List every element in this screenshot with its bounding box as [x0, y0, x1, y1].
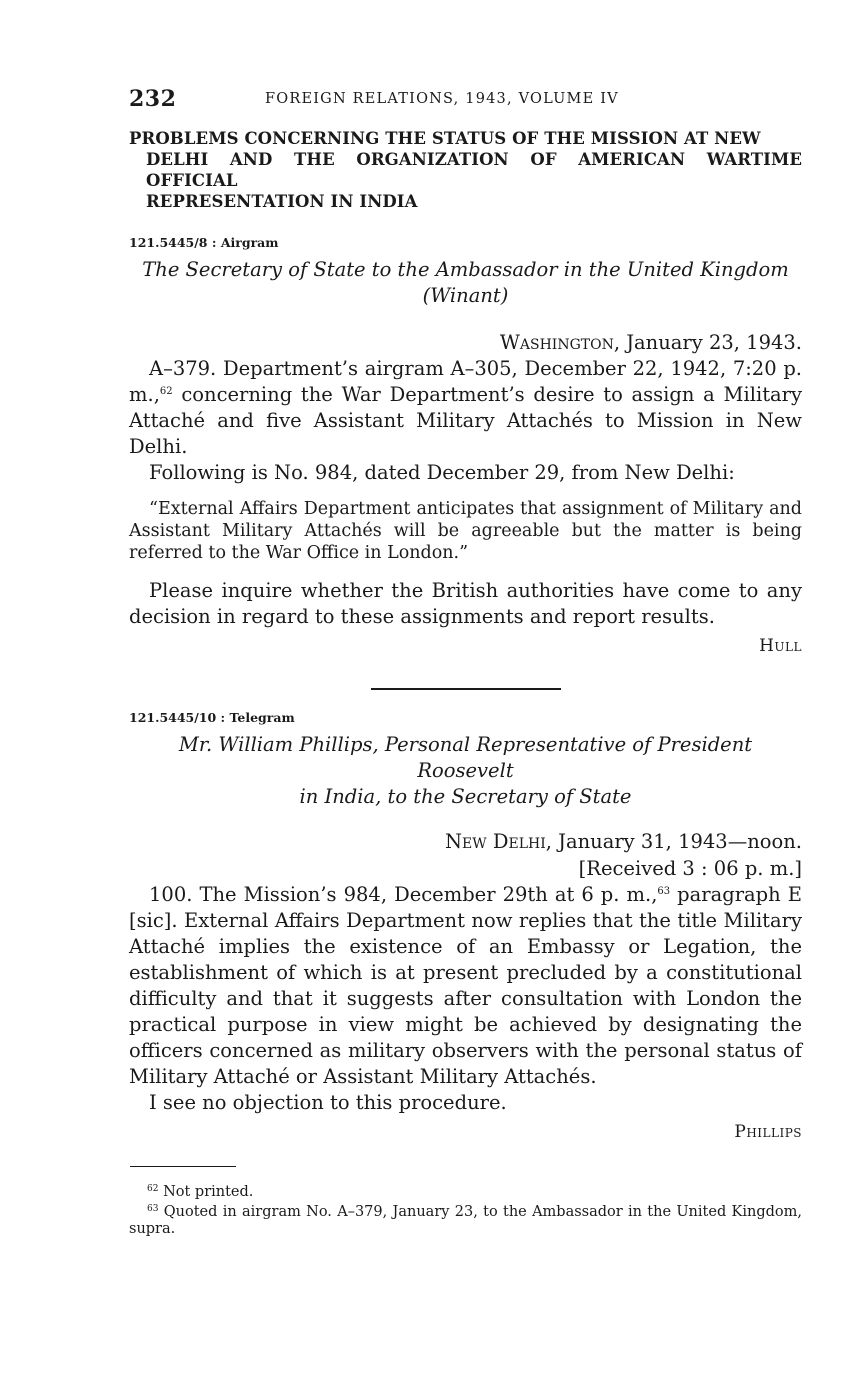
running-head: [129, 86, 802, 112]
paragraph-text: concerning the War Department’s desire to assign a Military Attaché and five Assistant Military Attachés to Mission in New Delhi.: [129, 383, 802, 458]
received-time: [Received 3 : 06 p. m.]: [578, 857, 802, 880]
section-divider: [371, 688, 561, 690]
paragraph-text: 100. The Mission’s 984, December 29th at 6 p. m.,: [149, 883, 658, 906]
document-entry-2: [129, 710, 802, 1142]
body-paragraph: [129, 356, 802, 460]
section-title-line: DELHI AND THE ORGANIZATION OF AMERICAN WARTIME OFFICIAL: [146, 150, 802, 190]
footnote: [129, 1201, 802, 1238]
document-heading: [129, 732, 802, 810]
page-number: 232: [129, 86, 177, 112]
section-title: [129, 128, 802, 212]
paragraph-text: paragraph E [sic]. External Affairs Department now replies that the title Military Attaché implies the existence of an Embassy or Legation, the establishment of which is at present precluded by a constitutional difficulty and that it suggests after consultation with London the practical purpose in view might be achieved by designating the officers concerned as military observers with the personal status of Military Attaché or Assistant Military Attachés.: [129, 883, 802, 1088]
footnotes: [129, 1181, 802, 1238]
body-paragraph: I see no objection to this procedure.: [149, 1091, 507, 1114]
document-page: [129, 86, 802, 1238]
document-heading: [129, 257, 802, 309]
section-title-line: PROBLEMS CONCERNING THE STATUS OF THE MISSION AT NEW: [129, 129, 761, 148]
dateline-place: New Delhi,: [444, 830, 552, 853]
dateline: [129, 828, 802, 855]
signature: Hull: [759, 636, 802, 656]
document-heading-line: Mr. William Phillips, Personal Representative of President Roosevelt: [178, 733, 753, 782]
paragraph-text: A–379. Department’s airgram A–305, December 22, 1942, 7:20 p. m.,: [129, 357, 802, 406]
signature: Phillips: [734, 1122, 802, 1142]
section-title-line: REPRESENTATION IN INDIA: [146, 192, 418, 211]
file-reference: 121.5445/8 : Airgram: [129, 235, 279, 250]
document-heading-line: The Secretary of State to the Ambassador in the United Kingdom: [142, 258, 789, 281]
body-paragraph: Please inquire whether the British authorities have come to any decision in regard to these assignments and report results.: [129, 579, 802, 628]
footnote-text: Not printed.: [163, 1184, 254, 1200]
footnote-reference: 63: [657, 886, 671, 897]
footnote-text: Quoted in airgram No. A–379, January 23, to the Ambassador in the United Kingdom, supra.: [129, 1204, 802, 1237]
dateline-date: January 23, 1943.: [620, 331, 802, 354]
document-entry-1: [129, 235, 802, 656]
footnote-mark: 62: [147, 1184, 159, 1194]
footnote: [129, 1181, 802, 1201]
footnote-reference: 62: [159, 386, 173, 397]
running-title: FOREIGN RELATIONS, 1943, VOLUME IV: [265, 91, 619, 107]
dateline-place: Washington,: [499, 331, 621, 354]
quoted-telegram: “External Affairs Department anticipates that assignment of Military and Assistant Military Attachés will be agreeable but the matter is being referred to the War Office in London.”: [129, 499, 802, 563]
document-heading-line: in India, to the Secretary of State: [299, 785, 632, 808]
dateline: [129, 329, 802, 356]
body-paragraph: Following is No. 984, dated December 29, from New Delhi:: [149, 461, 735, 484]
file-reference: 121.5445/10 : Telegram: [129, 710, 295, 725]
footnote-mark: 63: [147, 1204, 159, 1214]
document-heading-line: (Winant): [422, 284, 509, 307]
dateline-date: January 31, 1943—noon.: [551, 830, 802, 853]
footnote-rule: [130, 1166, 236, 1167]
body-paragraph: [129, 882, 802, 1090]
